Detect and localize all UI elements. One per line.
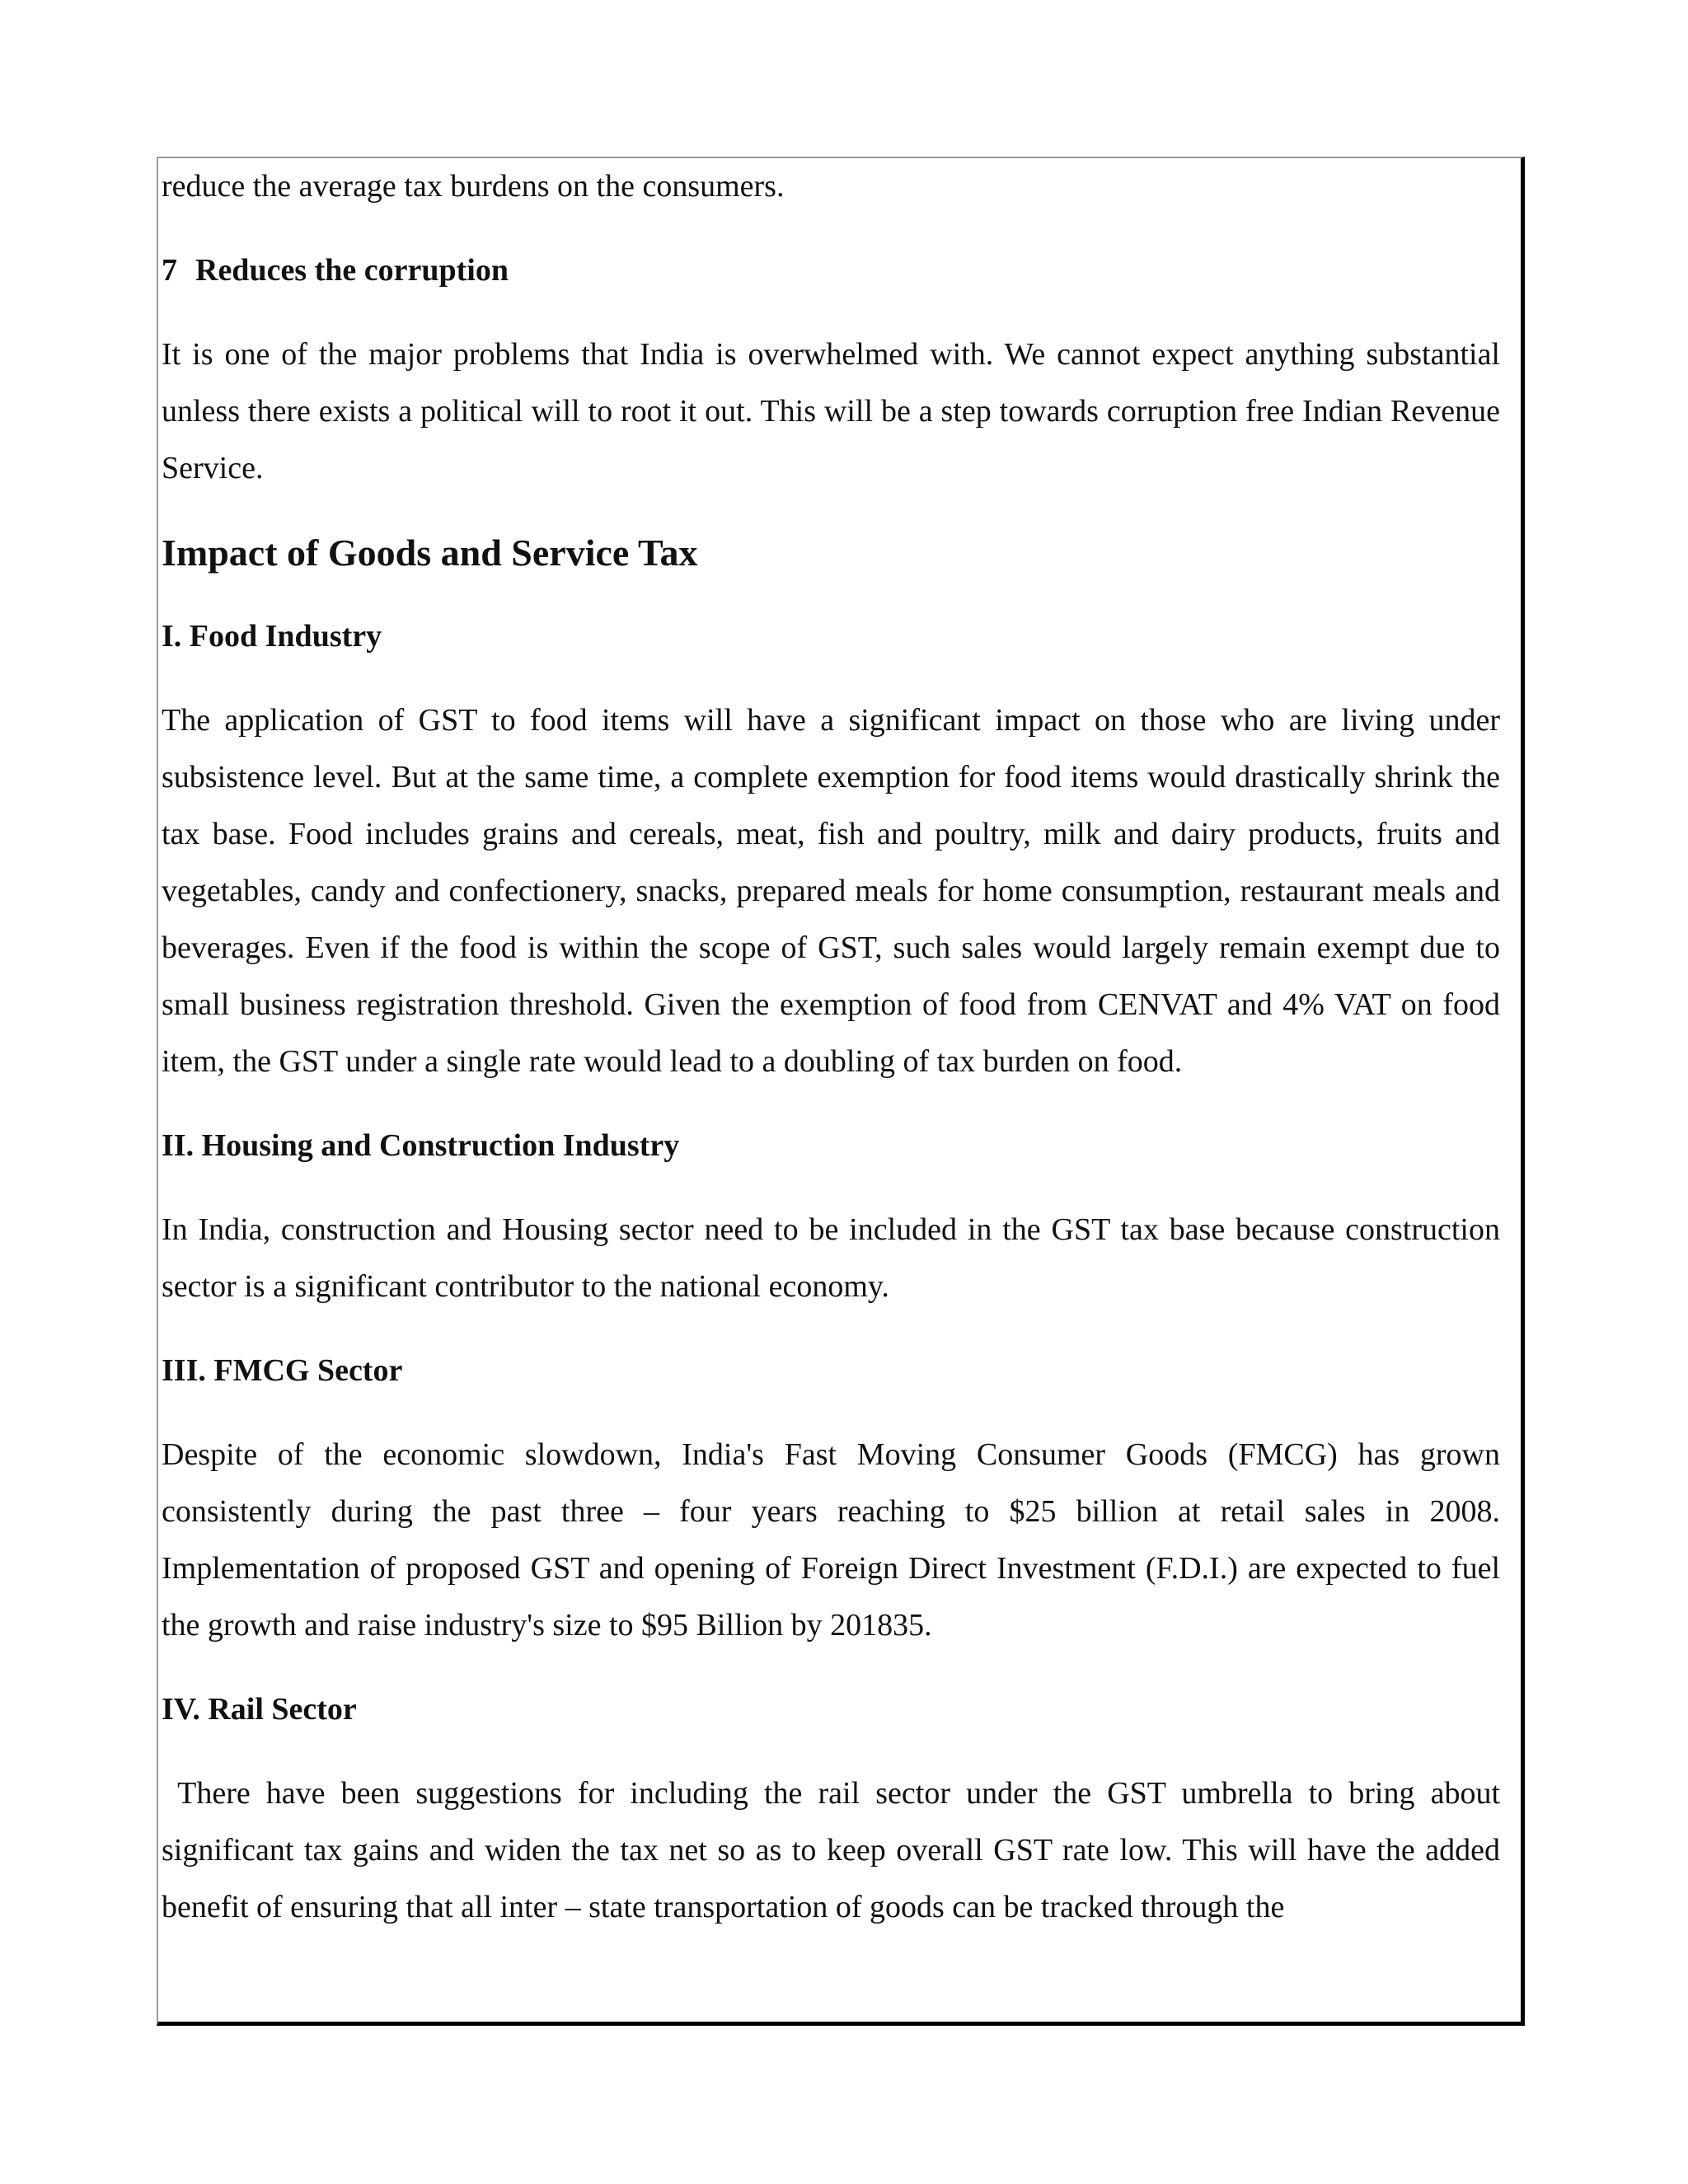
point-7-title: Reduces the corruption [195,253,509,288]
rail-heading: IV. Rail Sector [162,1692,357,1727]
point-7-number: 7 [162,253,177,288]
fmcg-heading: III. FMCG Sector [162,1353,403,1388]
point-7-heading [162,242,1500,299]
intro-fragment: reduce the average tax burdens on the consumers. [162,169,785,204]
fmcg-body: Despite of the economic slowdown, India's Fast Moving Consumer Goods (FMCG) has grown consistently during the past three – four years reaching to $25 billion at retail sales in 2008. Implementation of proposed GST and opening of Foreign Direct Investment (F.D.I.) are expected to fuel the growth and raise industry's size to $95 Billion by 201835. [162,1437,1500,1643]
food-industry-body: The application of GST to food items will have a significant impact on those who are living under subsistence level. But at the same time, a complete exemption for food items would drastically shrink the tax base. Food includes grains and cereals, meat, fish and poultry, milk and dairy products, fruits and vegetables, candy and confectionery, snacks, prepared meals for home consumption, restaurant meals and beverages. Even if the food is within the scope of GST, such sales would largely remain exempt due to small business registration threshold. Given the exemption of food from CENVAT and 4% VAT on food item, the GST under a single rate would lead to a doubling of tax burden on food. [162,703,1500,1079]
housing-body: In India, construction and Housing sector need to be included in the GST tax base because construction sector is a significant contributor to the national economy. [162,1212,1500,1304]
rail-body: There have been suggestions for including the rail sector under the GST umbrella to bring about significant tax gains and widen the tax net so as to keep overall GST rate low. This will have the added benefit of ensuring that all inter – state transportation of goods can be tracked through the [162,1776,1508,1924]
food-industry-heading: I. Food Industry [162,619,382,654]
impact-section-title: Impact of Goods and Service Tax [162,532,698,574]
housing-heading: II. Housing and Construction Industry [162,1128,680,1163]
page-frame [157,157,1525,2026]
point-7-body: It is one of the major problems that India is overwhelmed with. We cannot expect anything substantial unless there exists a political will to root it out. This will be a step towards corruption free Indian Revenue Service. [162,337,1500,485]
document-content [162,158,1508,1963]
